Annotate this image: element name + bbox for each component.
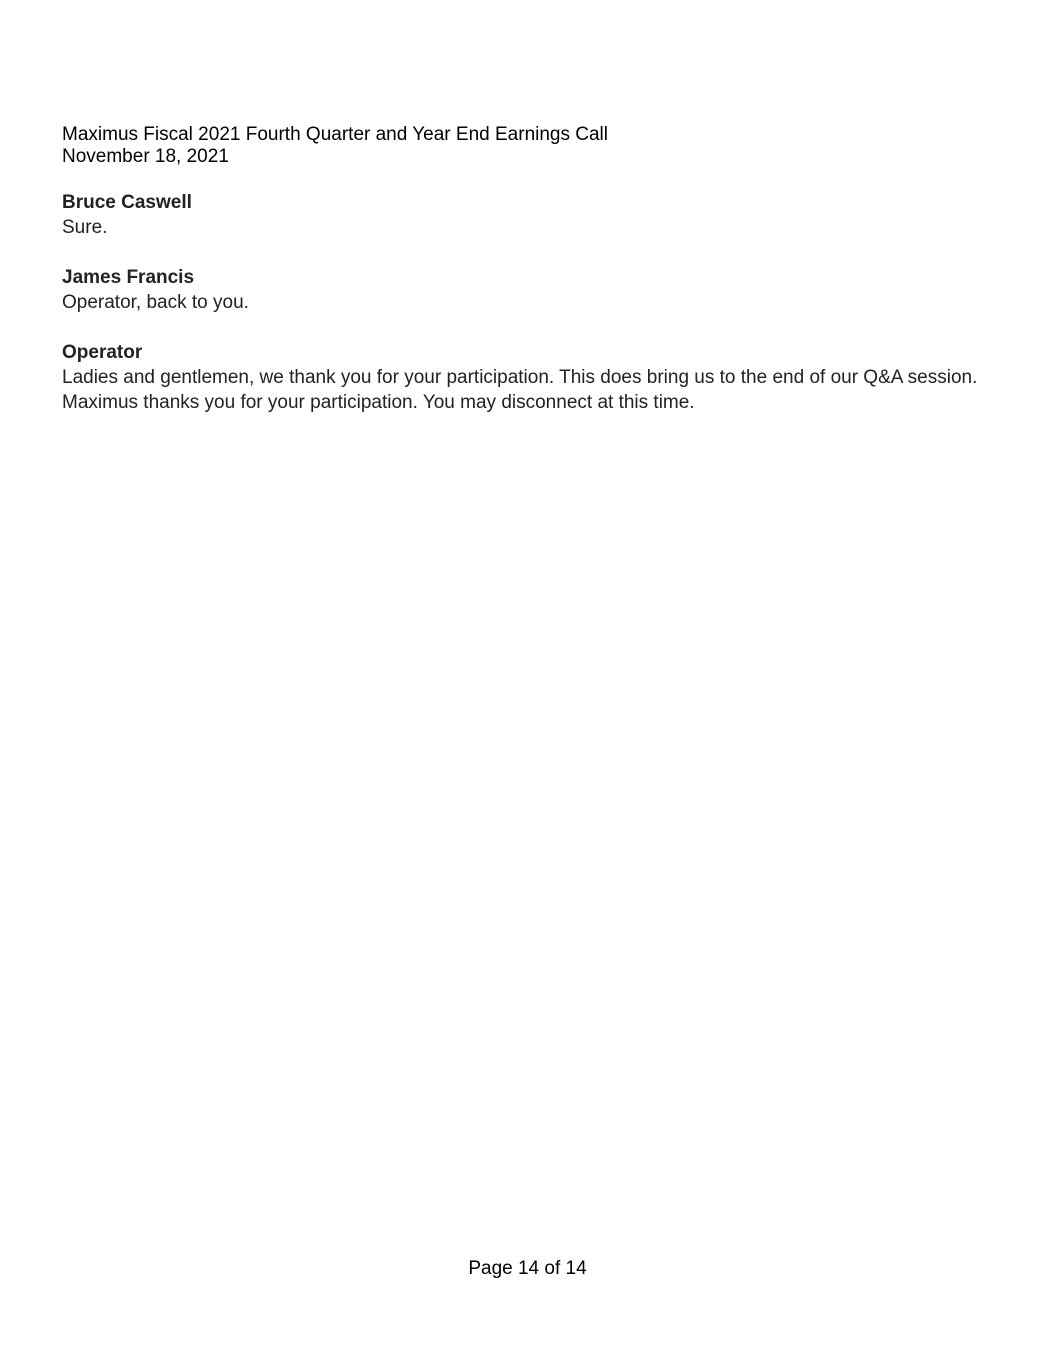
call-title: Maximus Fiscal 2021 Fourth Quarter and Year End Earnings Call: [62, 124, 608, 145]
speaker-name: Bruce Caswell: [62, 192, 192, 213]
speech-text: Sure.: [62, 217, 108, 238]
transcript-entry: [62, 190, 192, 240]
page-number: Page 14 of 14: [468, 1258, 587, 1279]
transcript-entry: [62, 340, 977, 415]
speaker-name: Operator: [62, 342, 143, 363]
speaker-name: James Francis: [62, 267, 195, 288]
call-date: November 18, 2021: [62, 146, 229, 167]
speech-text: Maximus thanks you for your participation. You may disconnect at this time.: [62, 392, 695, 413]
document-header: [62, 124, 608, 168]
speech-text: Operator, back to you.: [62, 292, 249, 313]
transcript-entry: [62, 265, 249, 315]
speech-text: Ladies and gentlemen, we thank you for your participation. This does bring us to the end of our Q&A session.: [62, 367, 978, 388]
